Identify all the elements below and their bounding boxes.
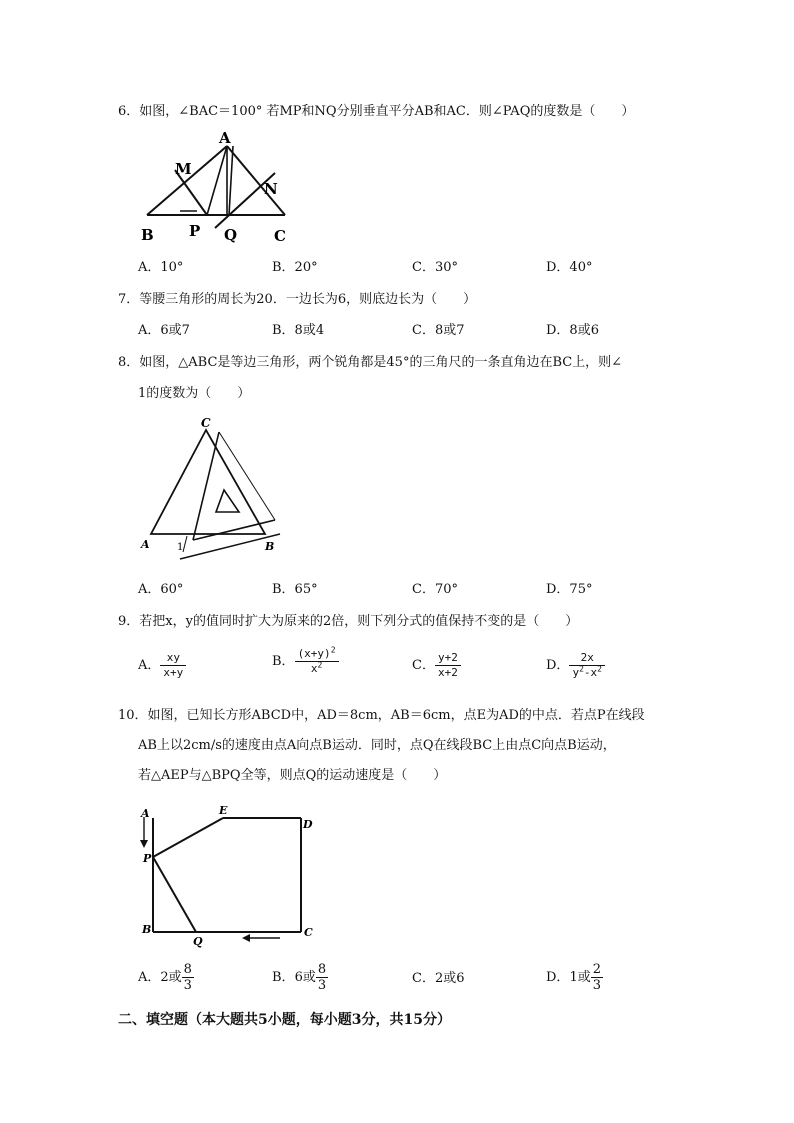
q9-option-a: [138, 651, 186, 680]
q8-label-a: A: [141, 538, 150, 551]
q6-stem: 6．如图，∠BAC＝100° 若MP和NQ分别垂直平分AB和AC．则∠PAQ的度数是（ ）: [118, 104, 635, 119]
q7-stem: 7．等腰三角形的周长为20．一边长为6，则底边长为（ ）: [118, 292, 477, 307]
q8-option-c: C．70°: [412, 582, 458, 597]
q10-option-d-fraction: [591, 962, 603, 993]
section-title: 二、填空题（本大题共5小题，每小题3分，共15分）: [118, 1012, 451, 1028]
q10-option-a-num: 8: [183, 962, 192, 977]
q9-option-c: [412, 651, 461, 680]
q6-option-a: A．10°: [138, 260, 184, 275]
q9-option-a-letter: A．: [138, 658, 161, 673]
q10-option-a-prefix: 2或: [160, 970, 182, 985]
q9-option-a-num: xy: [160, 651, 186, 666]
q10-label-b: B: [142, 923, 152, 936]
q6-label-q: Q: [224, 226, 238, 244]
q9-option-b-den: x: [310, 662, 318, 675]
q10-option-d-num: 2: [592, 962, 601, 977]
q8-label-1: 1: [177, 542, 184, 553]
q6-label-a: A: [219, 129, 231, 147]
q8-label-c: C: [201, 416, 211, 430]
q6-label-p: P: [189, 222, 201, 240]
q9-option-c-letter: C．: [412, 658, 435, 673]
q9-option-b: [272, 647, 339, 676]
q7-option-c: C．8或7: [412, 323, 465, 338]
q8-option-a: A．60°: [138, 582, 184, 597]
q10-option-a: [138, 962, 194, 993]
q10-stem-line1: 10．如图，已知长方形ABCD中，AD＝8cm，AB＝6cm，点E为AD的中点．若点P在线段: [118, 708, 645, 723]
q9-option-d-den-a-exp: 2: [579, 664, 584, 674]
q10-option-b-letter: B．: [272, 970, 295, 985]
q10-option-b: [272, 962, 328, 993]
q9-option-d-fraction: [569, 651, 605, 680]
q9-option-d-letter: D．: [546, 658, 570, 673]
q8-option-b: B．65°: [272, 582, 318, 597]
q6-label-b: B: [141, 226, 154, 244]
q6-figure: [135, 128, 295, 248]
q9-option-b-num-exp: 2: [330, 645, 336, 655]
q9-option-a-fraction: [160, 651, 186, 680]
q9-option-d-den-b: -x: [583, 666, 598, 679]
q8-stem-line1: 8．如图，△ABC是等边三角形，两个锐角都是45°的三角尺的一条直角边在BC上，则∠: [118, 355, 623, 370]
q7-option-d: D．8或6: [546, 323, 599, 338]
q10-label-a: A: [141, 807, 150, 820]
q8-label-b: B: [265, 540, 275, 553]
q10-option-b-fraction: [316, 962, 328, 993]
q10-option-d-letter: D．: [546, 970, 570, 985]
q9-option-b-num: (x+y): [297, 647, 331, 660]
q10-option-d: [546, 962, 603, 993]
q10-option-b-den: 3: [317, 978, 327, 993]
q9-option-c-num: y+2: [435, 651, 461, 666]
q9-option-a-den: x+y: [163, 666, 184, 679]
q7-option-a: A．6或7: [138, 323, 190, 338]
q9-option-d: [546, 651, 605, 680]
q10-option-d-prefix: 1或: [569, 970, 591, 985]
q10-option-a-letter: A．: [138, 970, 161, 985]
q10-option-c-prefix: 2或6: [434, 971, 465, 986]
q9-option-d-num: 2x: [569, 651, 605, 666]
q7-option-b: B．8或4: [272, 323, 325, 338]
q10-stem-line2: AB上以2cm/s的速度由点A向点B运动．同时，点Q在线段BC上由点C向点B运动，: [138, 738, 616, 753]
q10-label-e: E: [219, 804, 228, 817]
q9-option-b-fraction: [295, 647, 339, 676]
q10-option-a-den: 3: [183, 978, 192, 993]
q6-option-c: C．30°: [412, 260, 458, 275]
q10-option-c: [412, 969, 465, 989]
q10-option-d-den: 3: [592, 978, 601, 993]
q6-label-c: C: [274, 227, 286, 245]
q10-stem-line3: 若△AEP与△BPQ全等，则点Q的运动速度是（ ）: [138, 768, 447, 783]
q10-label-p: P: [143, 852, 152, 865]
q6-label-n: N: [264, 180, 278, 198]
q8-stem-line2: 1的度数为（ ）: [138, 386, 251, 401]
q10-option-b-prefix: 6或: [294, 970, 316, 985]
q6-label-m: M: [175, 160, 192, 178]
q10-option-a-fraction: [182, 962, 194, 993]
q6-option-b: B．20°: [272, 260, 318, 275]
q9-stem: 9．若把x，y的值同时扩大为原来的2倍，则下列分式的值保持不变的是（ ）: [118, 614, 579, 629]
q9-option-b-letter: B．: [272, 654, 295, 669]
q9-option-c-den: x+2: [437, 666, 458, 679]
q9-option-d-den-a: y: [572, 666, 580, 679]
q10-option-c-letter: C．: [412, 971, 435, 986]
q8-option-d: D．75°: [546, 582, 593, 597]
q8-figure: [135, 412, 285, 562]
q6-option-d: D．40°: [546, 260, 593, 275]
q10-option-b-num: 8: [317, 962, 327, 977]
q10-figure: [135, 800, 325, 950]
q9-option-d-den-b-exp: 2: [597, 664, 602, 674]
q9-option-b-den-exp: 2: [317, 660, 323, 670]
q10-label-c: C: [304, 926, 313, 939]
q10-label-d: D: [303, 818, 313, 831]
q9-option-c-fraction: [435, 651, 461, 680]
q10-label-q: Q: [193, 935, 203, 948]
